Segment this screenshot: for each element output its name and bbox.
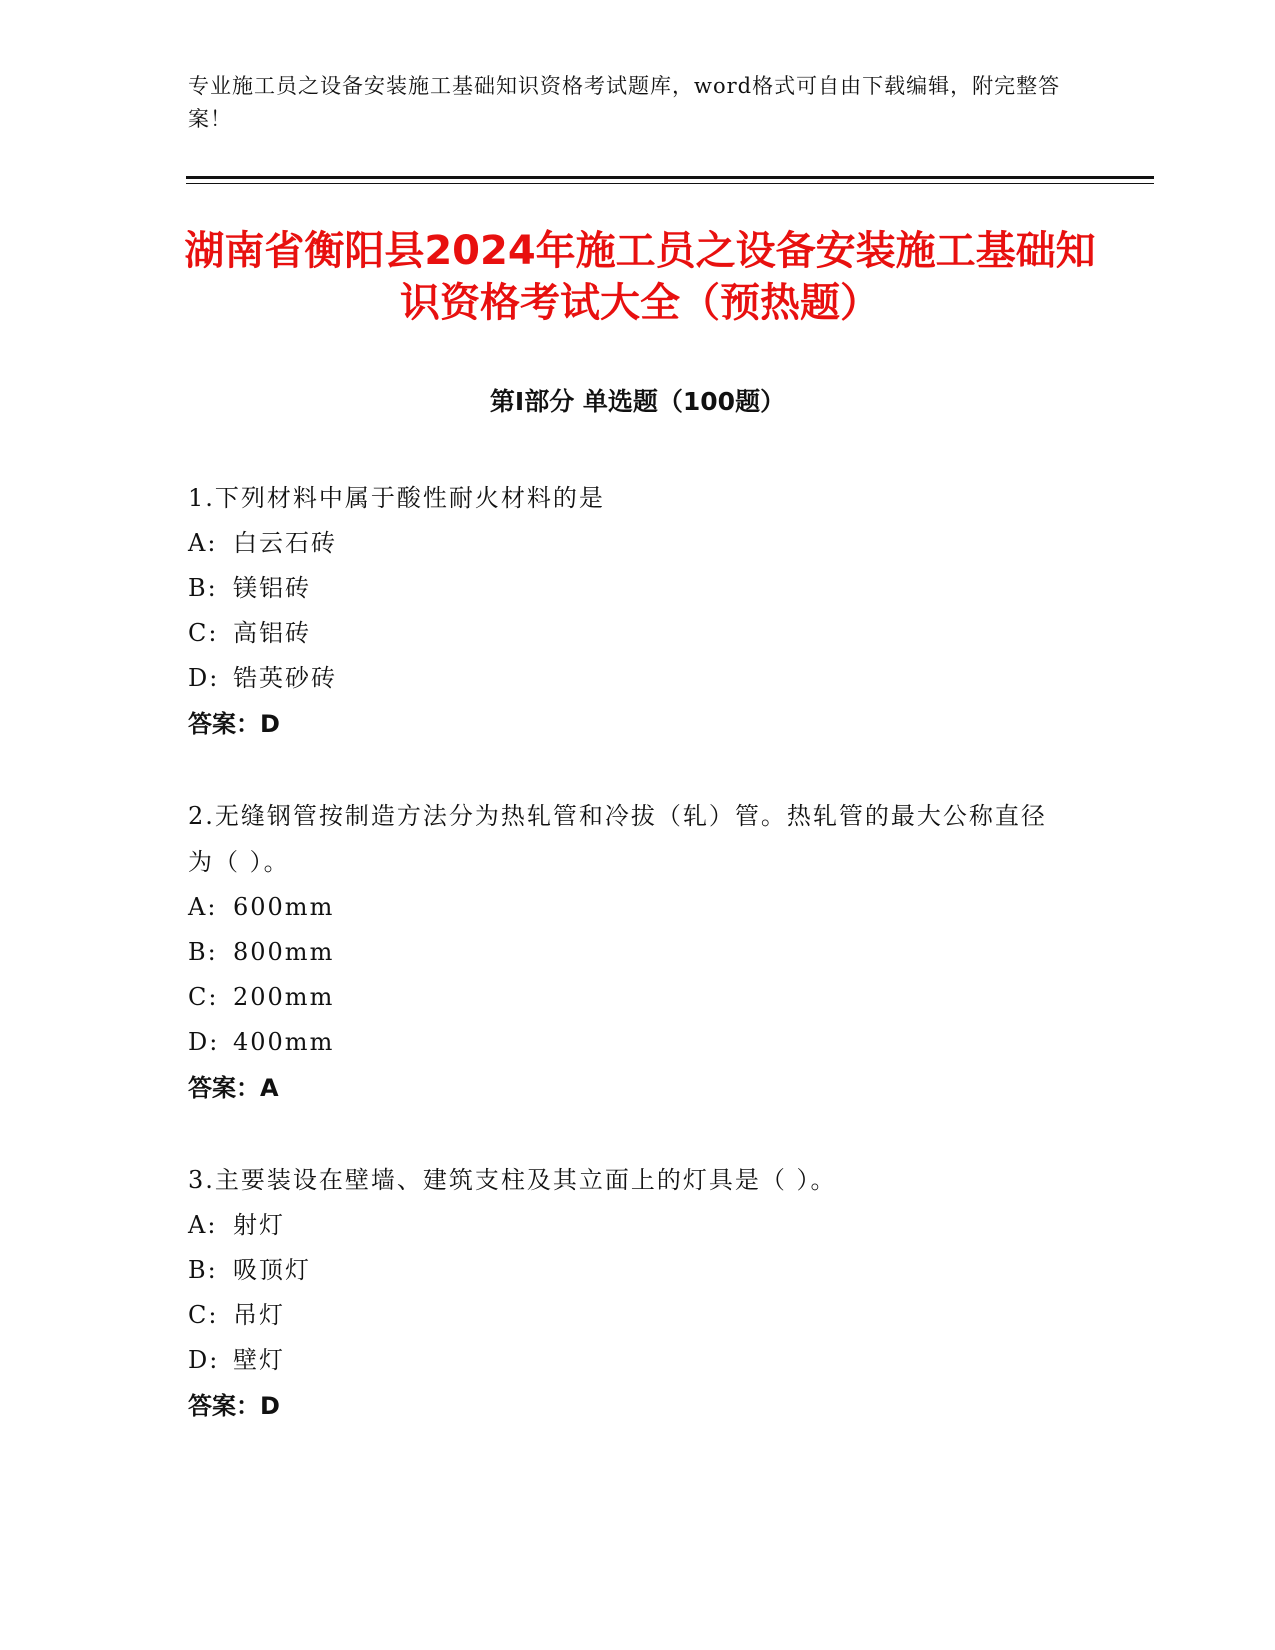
option-text: 吊灯 <box>233 1301 285 1329</box>
option-b <box>188 1248 1068 1293</box>
option-d <box>188 1020 1068 1065</box>
option-label: D: <box>188 1346 220 1374</box>
option-text: 600mm <box>233 893 335 921</box>
option-label: A: <box>188 893 218 921</box>
option-label: D: <box>188 1028 220 1056</box>
option-d <box>188 1338 1068 1383</box>
header-rule-thick <box>186 176 1154 179</box>
option-c <box>188 975 1068 1020</box>
option-text: 400mm <box>233 1028 335 1056</box>
option-label: B: <box>188 938 218 966</box>
header-note: 专业施工员之设备安装施工基础知识资格考试题库，word格式可自由下载编辑，附完整答案！ <box>188 74 1061 131</box>
header-rule-thin <box>186 183 1154 184</box>
option-text: 锆英砂砖 <box>233 664 337 692</box>
option-text: 吸顶灯 <box>233 1256 311 1284</box>
option-text: 高铝砖 <box>233 619 311 647</box>
answer-line: 答案：D <box>188 710 280 738</box>
option-text: 200mm <box>233 983 335 1011</box>
option-label: D: <box>188 664 220 692</box>
option-b <box>188 930 1068 975</box>
option-text: 800mm <box>233 938 335 966</box>
option-d <box>188 656 1068 701</box>
option-label: C: <box>188 619 219 647</box>
option-a <box>188 1203 1068 1248</box>
option-text: 射灯 <box>233 1211 285 1239</box>
option-label: A: <box>188 529 218 557</box>
section-title: 第I部分 单选题（100题） <box>489 387 786 416</box>
option-label: C: <box>188 983 219 1011</box>
question-3 <box>188 1157 1068 1429</box>
option-text: 白云石砖 <box>233 529 337 557</box>
question-stem: 1.下列材料中属于酸性耐火材料的是 <box>188 484 605 512</box>
option-label: A: <box>188 1211 218 1239</box>
option-c <box>188 1293 1068 1338</box>
option-a <box>188 885 1068 930</box>
document-title: 湖南省衡阳县2024年施工员之设备安装施工基础知识资格考试大全（预热题） <box>184 228 1096 326</box>
option-text: 镁铝砖 <box>233 574 311 602</box>
option-label: B: <box>188 574 218 602</box>
question-stem: 3.主要装设在壁墙、建筑支柱及其立面上的灯具是（ ）。 <box>188 1166 837 1194</box>
question-list <box>188 475 1068 1475</box>
question-stem: 2.无缝钢管按制造方法分为热轧管和冷拔（轧）管。热轧管的最大公称直径为（ ）。 <box>188 802 1047 876</box>
option-b <box>188 566 1068 611</box>
option-c <box>188 611 1068 656</box>
option-text: 壁灯 <box>233 1346 285 1374</box>
question-2 <box>188 793 1068 1111</box>
option-label: C: <box>188 1301 219 1329</box>
answer-line: 答案：A <box>188 1074 279 1102</box>
answer-line: 答案：D <box>188 1392 280 1420</box>
option-a <box>188 521 1068 566</box>
question-1 <box>188 475 1068 747</box>
option-label: B: <box>188 1256 218 1284</box>
